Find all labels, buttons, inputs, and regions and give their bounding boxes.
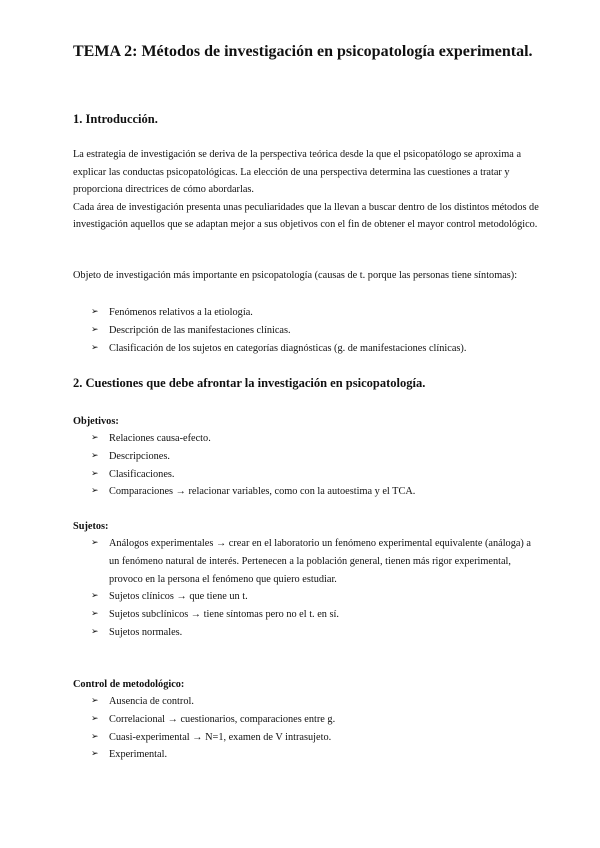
sujetos-list bbox=[91, 535, 531, 642]
arrow-bullet-icon: ➢ bbox=[91, 307, 99, 317]
list-item: ➢ Análogos experimentales → crear en el laboratorio un fenómeno experimental equivalente (análoga) a un fenómeno natural de interés. Pertenecen a la población general, tienen más rigor experimental, provoco en la persona el fenómeno que quiero estudiar. bbox=[91, 535, 531, 588]
arrow-bullet-icon: ➢ bbox=[91, 696, 99, 706]
arrow-bullet-icon: ➢ bbox=[91, 749, 99, 760]
arrow-bullet-icon: ➢ bbox=[91, 324, 99, 335]
list-item: ➢ Clasificaciones. bbox=[91, 466, 531, 484]
arrow-bullet-icon: ➢ bbox=[91, 468, 99, 479]
list-item: ➢ Correlacional → cuestionarios, comparaciones entre g. bbox=[91, 711, 531, 729]
list-item: ➢ Relaciones causa-efecto. bbox=[91, 430, 531, 448]
list-item: ➢ Experimental. bbox=[91, 746, 531, 764]
list-item: ➢ Descripciones. bbox=[91, 448, 531, 466]
objetivos-label: Objetivos: bbox=[73, 416, 119, 427]
arrow-bullet-icon: ➢ bbox=[91, 591, 99, 602]
intro-paragraph-2: Cada área de investigación presenta unas peculiaridades que la llevan a buscar dentro de los distintos métodos de investigación aquellos que se adaptan mejor a sus objetivos con el fin de obtener el mayor control metodológico. bbox=[73, 201, 539, 231]
list-item: ➢ Cuasi-experimental → N=1, examen de V intrasujeto. bbox=[91, 729, 531, 747]
list-item: ➢ Sujetos subclínicos → tiene síntomas pero no el t. en sí. bbox=[91, 606, 531, 624]
document-title: TEMA 2: Métodos de investigación en psicopatología experimental. bbox=[73, 43, 533, 60]
section1-intro bbox=[73, 146, 543, 234]
arrow-bullet-icon: ➢ bbox=[91, 626, 99, 637]
arrow-bullet-icon: ➢ bbox=[91, 342, 99, 353]
control-list bbox=[91, 693, 531, 764]
arrow-bullet-icon: ➢ bbox=[91, 538, 99, 548]
list-item: ➢ Fenómenos relativos a la etiología. bbox=[91, 304, 531, 322]
list-item: ➢ Clasificación de los sujetos en categorías diagnósticas (g. de manifestaciones clínicas). bbox=[91, 340, 531, 358]
intro-paragraph-1: La estrategia de investigación se deriva de la perspectiva teórica desde la que el psicopatólogo se aproxima a explicar las conductas psicopatológicas. La elección de una perspectiva determina las cuestiones a tratar y proporciona directrices de cómo abordarlas. bbox=[73, 149, 522, 196]
arrow-bullet-icon: ➢ bbox=[91, 433, 99, 443]
list-item: ➢ Sujetos normales. bbox=[91, 624, 531, 642]
arrow-bullet-icon: ➢ bbox=[91, 486, 99, 497]
research-object-paragraph: Objeto de investigación más importante en psicopatología (causas de t. porque las personas tiene síntomas): bbox=[73, 270, 518, 281]
arrow-bullet-icon: ➢ bbox=[91, 450, 99, 461]
arrow-bullet-icon: ➢ bbox=[91, 609, 99, 620]
list-item: ➢ Descripción de las manifestaciones clínicas. bbox=[91, 322, 531, 340]
section1-heading: 1. Introducción. bbox=[73, 112, 158, 126]
control-label: Control de metodológico: bbox=[73, 679, 185, 690]
objetivos-list bbox=[91, 430, 531, 501]
list-item: ➢ Comparaciones → relacionar variables, como con la autoestima y el TCA. bbox=[91, 483, 531, 501]
section2-heading: 2. Cuestiones que debe afrontar la investigación en psicopatología. bbox=[73, 376, 426, 390]
list-item: ➢ Sujetos clínicos → que tiene un t. bbox=[91, 588, 531, 606]
research-object-list bbox=[91, 304, 531, 357]
arrow-bullet-icon: ➢ bbox=[91, 713, 99, 724]
sujetos-label: Sujetos: bbox=[73, 521, 109, 532]
list-item: ➢ Ausencia de control. bbox=[91, 693, 531, 711]
arrow-bullet-icon: ➢ bbox=[91, 731, 99, 742]
